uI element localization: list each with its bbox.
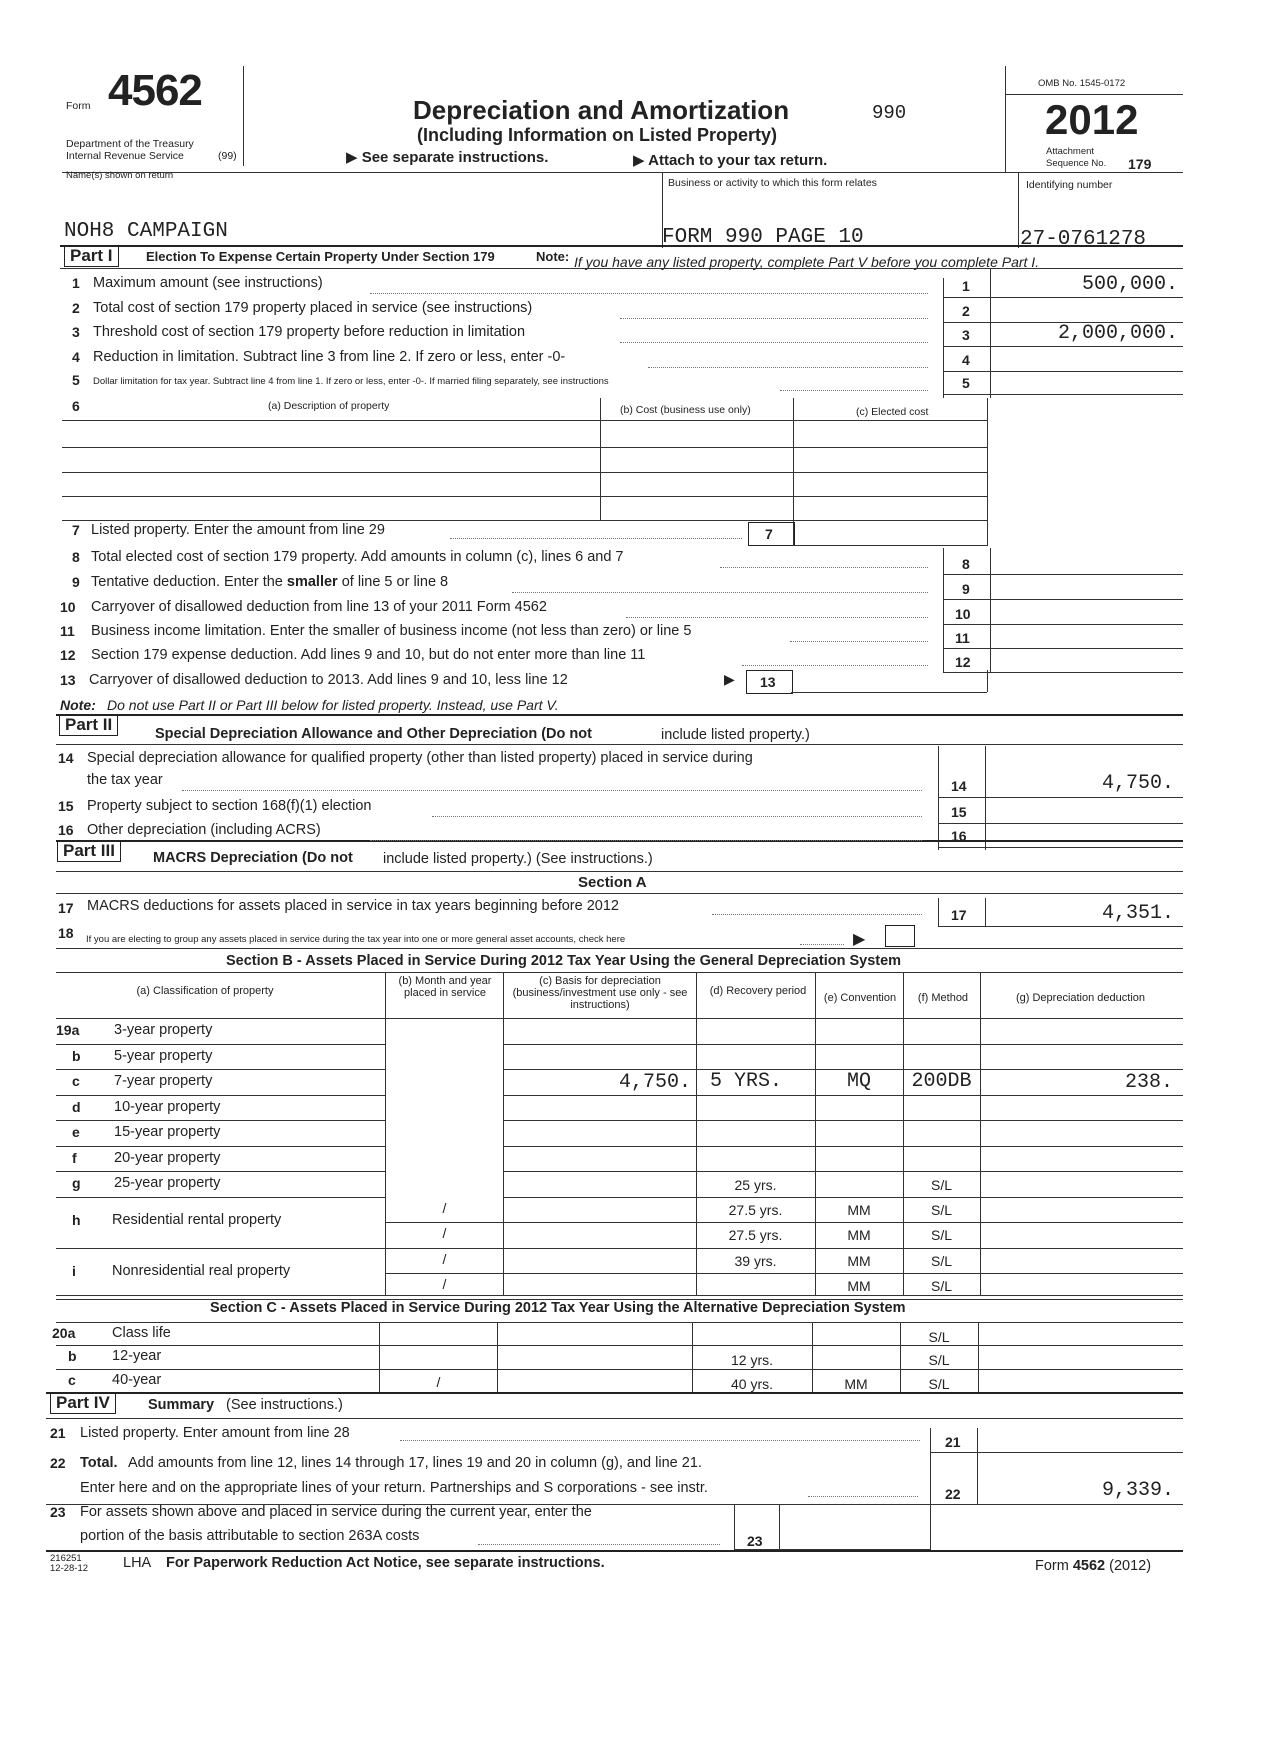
row-19h-2-convention: MM	[847, 1227, 871, 1243]
part-3-title-tail: include listed property.) (See instructions.)	[383, 851, 653, 867]
section-a-heading: Section A	[578, 874, 647, 891]
footer-code-2: 12-28-12	[50, 1563, 89, 1574]
row-19e-grid[interactable]	[503, 1146, 1183, 1147]
line-6-col-c-header: (c) Elected cost	[856, 406, 929, 418]
line-11-number: 11	[60, 623, 75, 639]
line-10-amount[interactable]	[943, 624, 1183, 625]
line-13-label: Carryover of disallowed deduction to 2013. Add lines 9 and 10, less line 12	[89, 672, 568, 688]
row-19i-2-month[interactable]: /	[442, 1276, 447, 1292]
row-19c-grid[interactable]	[503, 1095, 1183, 1096]
row-20c-recovery: 40 yrs.	[730, 1375, 773, 1392]
line-21-box-label: 21	[945, 1434, 961, 1450]
line-7-box-label: 7	[765, 526, 773, 542]
footer-lha: LHA	[123, 1555, 152, 1571]
line-15-number: 15	[58, 798, 74, 814]
row-20c-convention: MM	[844, 1375, 868, 1392]
line-17-box-label: 17	[951, 907, 967, 923]
row-19i-1-convention: MM	[847, 1252, 871, 1269]
line-14-label: Special depreciation allowance for qualified property (other than listed property) placed in service during	[87, 750, 753, 766]
line-9-label: Tentative deduction. Enter the smaller of line 5 or line 8	[91, 574, 449, 590]
line-23-label-2: portion of the basis attributable to section 263A costs	[80, 1528, 420, 1544]
line-2-box-label: 2	[962, 303, 970, 319]
row-19g-recovery[interactable]: 25 yrs.	[734, 1177, 777, 1193]
form-subtitle: (Including Information on Listed Property)	[417, 125, 777, 145]
row-19e-label: 15-year property	[114, 1124, 221, 1140]
row-20c-method: S/L	[928, 1375, 950, 1392]
row-19b-deduction[interactable]: 238.	[1124, 1070, 1173, 1094]
row-20b-method: S/L	[928, 1352, 950, 1369]
row-19h-1-recovery: 27.5 yrs.	[728, 1201, 783, 1218]
row-19h-2-month[interactable]: /	[442, 1225, 447, 1241]
row-1919a-grid[interactable]	[503, 1044, 1183, 1045]
row-19c-letter: c	[72, 1073, 80, 1089]
footer-form-ref: Form 4562 (2012)	[1035, 1558, 1152, 1574]
line-23-number: 23	[50, 1504, 66, 1520]
row-19h-1-convention: MM	[847, 1201, 871, 1218]
row-19i-1-month[interactable]: /	[442, 1250, 447, 1267]
row-19d-grid[interactable]	[503, 1120, 1183, 1121]
line-14-label-2: the tax year	[87, 772, 163, 788]
part-1-note-text: If you have any listed property, complete Part V before you complete Part I.	[574, 254, 1040, 270]
row-19g-label: 25-year property	[114, 1175, 221, 1191]
tax-year: 2012	[1045, 96, 1139, 143]
line-5-box-label: 5	[962, 375, 970, 391]
line-17-amount[interactable]: 4,351.	[1101, 902, 1174, 925]
part-4-title-tail: (See instructions.)	[226, 1397, 343, 1413]
part-3-tag: Part III	[57, 840, 121, 862]
taxpayer-name-field[interactable]: NOH8 CAMPAIGN	[64, 220, 228, 243]
line-23-box-label: 23	[747, 1533, 763, 1549]
line-14-number: 14	[58, 750, 74, 766]
line-16-label: Other depreciation (including ACRS)	[87, 822, 321, 838]
line-8-amount[interactable]	[943, 574, 1183, 575]
identifying-number-field[interactable]: 27-0761278	[1020, 228, 1147, 251]
line-22-bold: Total.	[80, 1455, 118, 1471]
line-13-arrow-icon: ▶	[724, 671, 735, 687]
part-1-title: Election To Expense Certain Property Under Section 179	[146, 249, 495, 264]
line-3-box-label: 3	[962, 327, 970, 343]
row-19h-label: Residential rental property	[112, 1211, 282, 1228]
note-2-text: Do not use Part II or Part III below for listed property. Instead, use Part V.	[107, 697, 559, 713]
line-16-number: 16	[58, 822, 74, 838]
line-17-label: MACRS deductions for assets placed in service in tax years beginning before 2012	[87, 898, 619, 914]
form-title: Depreciation and Amortization	[413, 95, 790, 125]
line-13-amount[interactable]	[791, 692, 987, 693]
row-19a-label: 3-year property	[114, 1022, 213, 1038]
business-label: Business or activity to which this form relates	[668, 177, 877, 189]
row-19i-1-recovery: 39 yrs.	[734, 1252, 777, 1269]
line-8-box-label: 8	[962, 556, 970, 572]
row-19h-1-method: S/L	[930, 1201, 952, 1218]
line-9-number: 9	[72, 574, 80, 590]
line-7-label: Listed property. Enter the amount from line 29	[91, 522, 385, 538]
line-23-label: For assets shown above and placed in service during the current year, enter the	[80, 1504, 592, 1520]
row-19i-1-method: S/L	[930, 1252, 952, 1269]
line-5-number: 5	[72, 372, 80, 388]
line-4-box-label: 4	[962, 352, 970, 368]
line-12-box-label: 12	[955, 654, 971, 670]
col-d-header: (d) Recovery period	[709, 985, 807, 997]
line-3-label: Threshold cost of section 179 property before reduction in limitation	[93, 324, 526, 340]
row-19f-letter: f	[72, 1149, 77, 1166]
line-18-checkbox[interactable]	[885, 925, 915, 947]
row-20a-letter: 20a	[52, 1325, 76, 1341]
line-12-number: 12	[60, 647, 76, 663]
line-10-number: 10	[60, 599, 76, 615]
see-instructions: ▶ See separate instructions.	[346, 149, 549, 166]
line-4-number: 4	[72, 349, 80, 365]
row-19h-1[interactable]	[385, 1222, 1183, 1223]
line-6-row-1[interactable]	[62, 447, 987, 448]
row-19h-2-method: S/L	[930, 1227, 952, 1243]
line-5-label: Dollar limitation for tax year. Subtract line 4 from line 1. If zero or less, enter -0-. If married filing separately, see instructions	[93, 376, 609, 387]
line-22-amount[interactable]: 9,339.	[1101, 1479, 1174, 1502]
row-20a-label: Class life	[112, 1325, 171, 1341]
footer-paperwork-notice: For Paperwork Reduction Act Notice, see separate instructions.	[166, 1555, 605, 1571]
line-15-label: Property subject to section 168(f)(1) election	[87, 798, 372, 814]
row-2020a-method: S/L	[928, 1329, 950, 1345]
line-18-arrow-icon: ▶	[853, 931, 866, 948]
identifying-number-label: Identifying number	[1026, 179, 1113, 191]
line-6-row-2[interactable]	[62, 472, 987, 473]
col-f-header: (f) Method	[917, 992, 969, 1004]
line-7-amount[interactable]	[793, 545, 987, 546]
row-19e-letter: e	[72, 1124, 80, 1140]
line-9-amount[interactable]	[943, 599, 1183, 600]
line-12-label: Section 179 expense deduction. Add lines 9 and 10, but do not enter more than line 11	[91, 647, 646, 663]
line-11-box-label: 11	[955, 630, 970, 646]
col-c-header: (c) Basis for depreciation (business/investment use only - see instructions)	[512, 975, 688, 1011]
line-8-label: Total elected cost of section 179 property. Add amounts in column (c), lines 6 and 7	[91, 549, 624, 565]
line-13-number: 13	[60, 672, 76, 688]
form-number: 4562	[108, 66, 202, 115]
line-2-label: Total cost of section 179 property placed in service (see instructions)	[93, 300, 533, 316]
header-divider-left	[243, 66, 244, 166]
part-1-note-label: Note:	[536, 249, 570, 264]
line-6-col-a-header: (a) Description of property	[268, 400, 390, 412]
part-1-tag: Part I	[64, 245, 119, 267]
section-b-heading: Section B - Assets Placed in Service During 2012 Tax Year Using the General Depreciation System	[226, 953, 902, 969]
line-1-box-label: 1	[962, 278, 970, 294]
row-19h-2[interactable]	[385, 1248, 1183, 1249]
line-21-label: Listed property. Enter amount from line 28	[80, 1425, 350, 1441]
row-19b-method[interactable]: 200DB	[911, 1069, 972, 1093]
line-1-number: 1	[72, 275, 80, 291]
line-21-number: 21	[50, 1425, 66, 1441]
row-20c-label: 40-year	[112, 1371, 162, 1388]
line-6-col-b-header: (b) Cost (business use only)	[620, 404, 751, 416]
header-divider-right	[1005, 66, 1006, 172]
line-18-label: If you are electing to group any assets placed in service during the tax year into one or more general asset accounts, check here	[86, 934, 626, 945]
line-11-amount[interactable]	[943, 648, 1183, 649]
col-a-header: (a) Classification of property	[136, 985, 274, 997]
row-19h-2-recovery: 27.5 yrs.	[728, 1227, 783, 1243]
row-19d-letter: d	[72, 1098, 81, 1115]
row-20b-recovery: 12 yrs.	[730, 1352, 773, 1369]
part-3-title: MACRS Depreciation (Do not	[153, 850, 353, 866]
line-3-amount[interactable]: 2,000,000.	[1057, 322, 1178, 345]
row-19i-label: Nonresidential real property	[112, 1262, 291, 1279]
row-19i-letter: i	[72, 1262, 76, 1279]
line-22-box-label: 22	[945, 1486, 961, 1502]
part-2-title-tail: include listed property.)	[661, 727, 810, 743]
row-19h-letter: h	[72, 1211, 81, 1228]
line-11-label: Business income limitation. Enter the smaller of business income (not less than zero) or line 5	[91, 623, 692, 639]
names-label: Name(s) shown on return	[66, 170, 174, 181]
irs-label: Internal Revenue Service	[66, 150, 184, 162]
sequence-label: Sequence No.	[1046, 158, 1107, 169]
line-13-box-label: 13	[760, 674, 776, 690]
attach-instruction: ▶ Attach to your tax return.	[633, 152, 828, 169]
footer-code-1: 216251	[50, 1553, 82, 1564]
row-2020a[interactable]	[56, 1345, 1183, 1346]
row-20c-month[interactable]: /	[436, 1373, 441, 1390]
line-22-label: Add amounts from line 12, lines 14 through 17, lines 19 and 20 in column (g), and line 21.	[128, 1455, 702, 1471]
col-e-header: (e) Convention	[823, 992, 897, 1004]
row-20b-label: 12-year	[112, 1348, 162, 1365]
row-19c-label: 7-year property	[114, 1073, 213, 1089]
line-4-label: Reduction in limitation. Subtract line 3 from line 2. If zero or less, enter -0-	[93, 349, 566, 365]
omb-number: OMB No. 1545-0172	[1038, 78, 1126, 89]
line-22-label-2: Enter here and on the appropriate lines of your return. Partnerships and S corporations - see instr.	[80, 1480, 708, 1496]
line-6-number: 6	[72, 398, 80, 414]
part-4-title: Summary	[148, 1397, 215, 1413]
note-2-label: Note:	[60, 697, 96, 713]
row-19i-2-convention: MM	[847, 1278, 871, 1294]
row-19b-convention[interactable]: MQ	[846, 1069, 871, 1093]
row-19b-label: 5-year property	[114, 1047, 213, 1064]
line-6-row-3[interactable]	[62, 496, 987, 497]
line-14-amount[interactable]: 4,750.	[1101, 772, 1174, 795]
business-activity-field[interactable]: FORM 990 PAGE 10	[662, 226, 864, 249]
dept-treasury: Department of the Treasury	[66, 138, 194, 150]
row-19b-recovery[interactable]: 5 YRS.	[710, 1069, 783, 1093]
row-19i-2[interactable]	[385, 1299, 1183, 1300]
row-19a-letter: 19a	[56, 1022, 80, 1038]
line-14-box-label: 14	[951, 778, 967, 794]
line-3-number: 3	[72, 324, 80, 340]
line-21-amount[interactable]	[930, 1452, 1183, 1453]
row-19i-1[interactable]	[385, 1273, 1183, 1274]
section-c-heading: Section C - Assets Placed in Service During 2012 Tax Year Using the Alternative Depreciation System	[210, 1300, 906, 1316]
line-12-amount[interactable]	[943, 672, 1183, 673]
row-19g-grid[interactable]	[503, 1197, 1183, 1198]
line-8-number: 8	[72, 549, 80, 565]
attachment-label: Attachment	[1046, 146, 1095, 157]
form-word: Form	[66, 100, 91, 112]
part-2-tag: Part II	[59, 714, 118, 736]
irs-code: (99)	[218, 150, 237, 162]
row-19b-grid[interactable]	[503, 1069, 1183, 1070]
row-20b-letter: b	[68, 1348, 77, 1365]
line-1-label: Maximum amount (see instructions)	[93, 275, 323, 291]
line-7-number: 7	[72, 522, 80, 538]
row-20b[interactable]	[56, 1369, 1183, 1370]
row-19f-grid[interactable]	[503, 1171, 1183, 1172]
row-19g-letter: g	[72, 1175, 81, 1191]
sequence-number: 179	[1128, 156, 1152, 172]
line-17-number: 17	[58, 900, 74, 916]
row-19b-basis[interactable]: 4,750.	[618, 1070, 691, 1094]
line-2-number: 2	[72, 300, 80, 316]
line-16-box-label: 16	[951, 828, 967, 844]
col-g-header: (g) Depreciation deduction	[1015, 992, 1146, 1004]
part-2-title: Special Depreciation Allowance and Other Depreciation (Do not	[155, 726, 592, 742]
row-20c-letter: c	[68, 1371, 76, 1388]
col-b-header: (b) Month and year placed in service	[398, 975, 492, 999]
row-19h-1-month[interactable]: /	[442, 1199, 447, 1216]
row-19i-2-method: S/L	[930, 1278, 952, 1294]
row-19g-method[interactable]: S/L	[930, 1177, 952, 1193]
line-9-box-label: 9	[962, 581, 970, 597]
line-10-label: Carryover of disallowed deduction from line 13 of your 2011 Form 4562	[91, 599, 547, 615]
line-15-box-label: 15	[951, 804, 967, 820]
line-10-box-label: 10	[955, 606, 971, 622]
row-19d-label: 10-year property	[114, 1098, 221, 1115]
form-title-suffix: 990	[872, 102, 907, 124]
line-22-number: 22	[50, 1455, 66, 1471]
row-19f-label: 20-year property	[114, 1149, 221, 1166]
line-1-amount[interactable]: 500,000.	[1081, 273, 1178, 296]
part-4-tag: Part IV	[50, 1392, 116, 1414]
line-18-number: 18	[58, 925, 74, 941]
row-19b-letter: b	[72, 1047, 81, 1064]
